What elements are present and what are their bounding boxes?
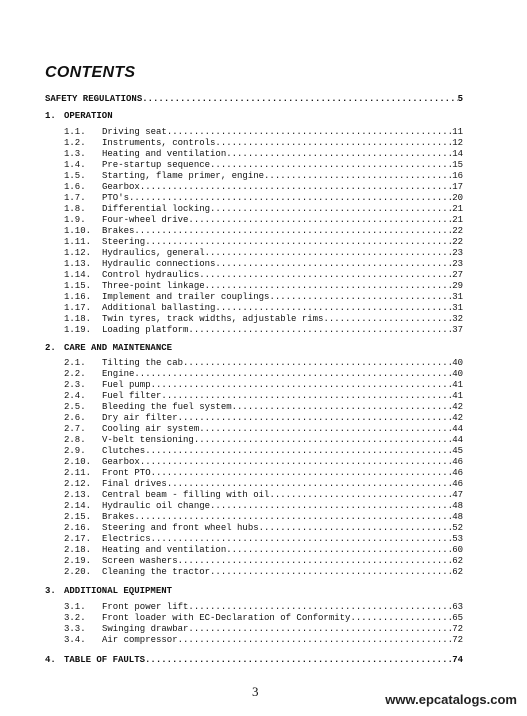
toc-page-number: 23 [452, 248, 463, 258]
toc-entry-label: Final drives [102, 479, 167, 489]
toc-entry-label: Differential locking [102, 204, 211, 214]
toc-page-number: 41 [452, 380, 463, 390]
toc-page-number: 14 [452, 149, 463, 159]
toc-page-number: 40 [452, 369, 463, 379]
toc-page-number: 41 [452, 391, 463, 401]
toc-entry-label: Cooling air system [102, 424, 200, 434]
toc-entry-label: Engine [102, 369, 135, 379]
toc-page-number: 17 [452, 182, 463, 192]
toc-number: 2.18. [64, 545, 92, 555]
toc-page-number: 46 [452, 457, 463, 467]
toc-page-number: 31 [452, 303, 463, 313]
toc-entry[interactable] [64, 324, 463, 336]
toc-number: 1.2. [64, 138, 86, 148]
toc-number: 2.14. [64, 501, 92, 511]
toc-entry-label: Swinging drawbar [102, 624, 189, 634]
toc-entry-label: Four-wheel drive [102, 215, 189, 225]
toc-page-number: 60 [452, 545, 463, 555]
toc-page-number: 5 [457, 94, 463, 104]
toc-entry-label: SAFETY REGULATIONS [45, 94, 143, 104]
section-heading-care-and-maintenance [45, 342, 172, 354]
toc-page-number: 21 [452, 204, 463, 214]
toc-page-number: 65 [452, 613, 463, 623]
toc-number: 2.3. [64, 380, 86, 390]
toc-number: 1.14. [64, 270, 92, 280]
toc-number: 2.12. [64, 479, 92, 489]
toc-page-number: 45 [452, 446, 463, 456]
toc-page-number: 46 [452, 468, 463, 478]
toc-page-number: 32 [452, 314, 463, 324]
section-number: 1. [45, 111, 56, 121]
toc-page-number: 21 [452, 215, 463, 225]
toc-page-number: 48 [452, 501, 463, 511]
toc-number: 2.1. [64, 358, 86, 368]
toc-entry[interactable] [64, 566, 463, 578]
section-number: 2. [45, 343, 56, 353]
toc-page-number: 62 [452, 556, 463, 566]
toc-number: 3.4. [64, 635, 86, 645]
toc-entry-label: Steering and front wheel hubs [102, 523, 259, 533]
watermark: www.epcatalogs.com [385, 692, 517, 707]
toc-entry-label: Front power lift [102, 602, 189, 612]
toc-number: 2.10. [64, 457, 92, 467]
toc-number: 1.17. [64, 303, 92, 313]
toc-entry-label: Central beam - filling with oil [102, 490, 270, 500]
toc-number: 2.20. [64, 567, 92, 577]
toc-number: 2.9. [64, 446, 86, 456]
toc-page-number: 37 [452, 325, 463, 335]
toc-number: 2.6. [64, 413, 86, 423]
toc-entry-label: Hydraulics, general [102, 248, 205, 258]
page-title: CONTENTS [45, 64, 136, 81]
toc-page-number: 12 [452, 138, 463, 148]
toc-entry-label: Pre-startup sequence [102, 160, 211, 170]
dot-leader [188, 324, 452, 336]
toc-entry-label: Additional ballasting [102, 303, 216, 313]
toc-entry-label: Gearbox [102, 182, 140, 192]
toc-entry-label: Tilting the cab [102, 358, 184, 368]
toc-number: 1.8. [64, 204, 86, 214]
section-heading-additional-equipment [45, 585, 172, 597]
toc-page-number: 42 [452, 413, 463, 423]
toc-page-number: 44 [452, 424, 463, 434]
toc-page-number: 52 [452, 523, 463, 533]
toc-entry-label: Starting, flame primer, engine [102, 171, 265, 181]
dot-leader [210, 566, 452, 578]
toc-page-number: 48 [452, 512, 463, 522]
section-heading-operation [45, 110, 113, 122]
toc-entry-label: Steering [102, 237, 146, 247]
toc-entry-label: Bleeding the fuel system [102, 402, 232, 412]
page-number: 3 [252, 684, 259, 699]
toc-page-number: 63 [452, 602, 463, 612]
section-title: OPERATION [64, 111, 113, 121]
toc-entry-label: Heating and ventilation [102, 149, 227, 159]
toc-number: 1.10. [64, 226, 92, 236]
toc-page-number: 11 [452, 127, 463, 137]
toc-page-number: 16 [452, 171, 463, 181]
toc-number: 3.3. [64, 624, 86, 634]
toc-page-number: 20 [452, 193, 463, 203]
toc-number: 1.13. [64, 259, 92, 269]
toc-number: 2.2. [64, 369, 86, 379]
toc-entry-label: Clutches [102, 446, 146, 456]
toc-entry-label: Instruments, controls [102, 138, 216, 148]
toc-number: 2.15. [64, 512, 92, 522]
section-title: ADDITIONAL EQUIPMENT [64, 586, 173, 596]
toc-number: 3.2. [64, 613, 86, 623]
toc-page-number: 46 [452, 479, 463, 489]
toc-number: 1.7. [64, 193, 86, 203]
dot-leader [142, 93, 457, 105]
toc-page-number: 62 [452, 567, 463, 577]
toc-page-number: 40 [452, 358, 463, 368]
toc-entry-label: Electrics [102, 534, 151, 544]
toc-entry-label: Dry air filter [102, 413, 178, 423]
toc-number: 1.16. [64, 292, 92, 302]
toc-entry-label: Front PTO [102, 468, 151, 478]
toc-entry-safety-regulations[interactable] [45, 93, 463, 105]
toc-entry-label: Screen washers [102, 556, 178, 566]
toc-number: 2.4. [64, 391, 86, 401]
toc-number: 1.3. [64, 149, 86, 159]
toc-entry-label: Loading platform [102, 325, 189, 335]
toc-page-number: 44 [452, 435, 463, 445]
toc-entry-label: PTO's [102, 193, 130, 203]
toc-entry-label: Brakes [102, 226, 135, 236]
toc-number: 1.5. [64, 171, 86, 181]
toc-page-number: 27 [452, 270, 463, 280]
dot-leader [178, 634, 453, 646]
toc-entry-label: Heating and ventilation [102, 545, 227, 555]
toc-page-number: 15 [452, 160, 463, 170]
toc-entry-label: Three-point linkage [102, 281, 205, 291]
toc-number: 2.5. [64, 402, 86, 412]
toc-number: 1.1. [64, 127, 86, 137]
toc-page-number: 23 [452, 259, 463, 269]
toc-page-number: 42 [452, 402, 463, 412]
section-title: CARE AND MAINTENANCE [64, 343, 173, 353]
toc-entry-label: Implement and trailer couplings [102, 292, 270, 302]
toc-entry-label: Twin tyres, track widths, adjustable rims [102, 314, 324, 324]
toc-entry-label: Fuel filter [102, 391, 162, 401]
toc-page-number: 72 [452, 635, 463, 645]
toc-page-number: 31 [452, 292, 463, 302]
toc-entry-label: Driving seat [102, 127, 167, 137]
toc-entry-label: Gearbox [102, 457, 140, 467]
toc-entry-label: Air compressor [102, 635, 178, 645]
toc-entry-label: Hydraulic oil change [102, 501, 211, 511]
toc-number: 1.19. [64, 325, 92, 335]
toc-number: 2.17. [64, 534, 92, 544]
toc-number: 2.7. [64, 424, 86, 434]
section-number: 3. [45, 586, 56, 596]
toc-number: 1.12. [64, 248, 92, 258]
toc-entry-label: V-belt tensioning [102, 435, 194, 445]
toc-page-number: 22 [452, 237, 463, 247]
toc-entry-label: Fuel pump [102, 380, 151, 390]
toc-number: 1.15. [64, 281, 92, 291]
toc-number: 1.4. [64, 160, 86, 170]
toc-number: 1.18. [64, 314, 92, 324]
toc-entry-label: Brakes [102, 512, 135, 522]
toc-number: 2.11. [64, 468, 92, 478]
dot-leader [145, 654, 452, 666]
toc-entry-label: Hydraulic connections [102, 259, 216, 269]
toc-page-number: 74 [452, 655, 463, 665]
toc-entry-label: TABLE OF FAULTS [64, 655, 146, 665]
toc-entry-label: Cleaning the tractor [102, 567, 211, 577]
toc-entry-label: Control hydraulics [102, 270, 200, 280]
toc-page-number: 72 [452, 624, 463, 634]
section-number: 4. [45, 655, 56, 665]
toc-number: 2.19. [64, 556, 92, 566]
toc-page-number: 47 [452, 490, 463, 500]
toc-page-number: 22 [452, 226, 463, 236]
toc-entry-table-of-faults[interactable] [45, 654, 463, 666]
toc-number: 2.8. [64, 435, 86, 445]
toc-page-number: 29 [452, 281, 463, 291]
toc-number: 2.16. [64, 523, 92, 533]
toc-entry-label: Front loader with EC-Declaration of Conformity [102, 613, 351, 623]
toc-number: 1.11. [64, 237, 92, 247]
toc-entry[interactable] [64, 634, 463, 646]
toc-number: 1.9. [64, 215, 86, 225]
toc-number: 1.6. [64, 182, 86, 192]
toc-page-number: 53 [452, 534, 463, 544]
toc-number: 2.13. [64, 490, 92, 500]
toc-number: 3.1. [64, 602, 86, 612]
